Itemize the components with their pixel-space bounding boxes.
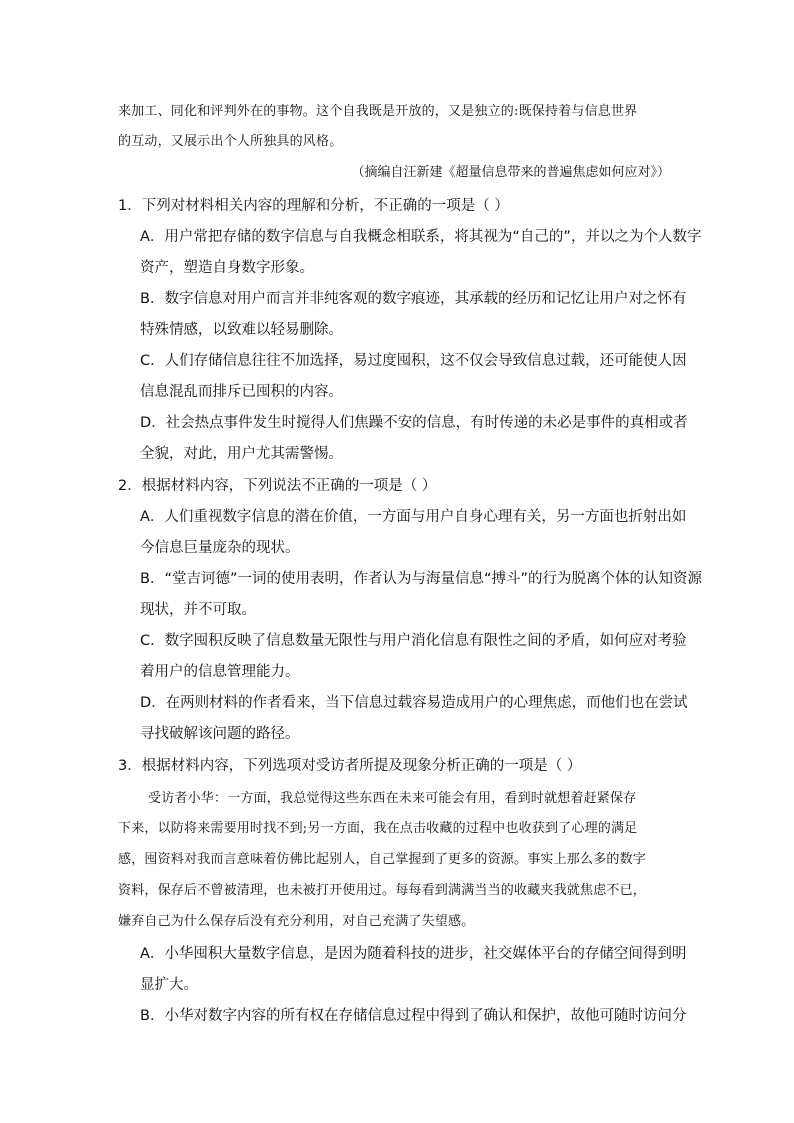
question-3-passage-line-3: 感，囤资料对我而言意味着仿佛比起别人，自己掌握到了更多的资源。事实上那么多的数字 xyxy=(118,852,647,867)
question-2-option-d-cont: 寻找破解该问题的路径。 xyxy=(140,726,300,742)
question-1-option-a-cont: 资产，塑造自身数字形象。 xyxy=(140,260,314,276)
material-line-1: 来加工、同化和评判外在的事物。这个自我既是开放的，又是独立的:既保持着与信息世界 xyxy=(118,104,638,119)
material-line-2: 的互动，又展示出个人所独具的风格。 xyxy=(118,134,343,149)
question-2-stem: 2．根据材料内容，下列说法不正确的一项是（ ） xyxy=(118,478,437,494)
question-1-option-d-cont: 全貌，对此，用户尤其需警惕。 xyxy=(140,446,343,462)
question-2-option-c: C．数字囤积反映了信息数量无限性与用户消化信息有限性之间的矛盾，如何应对考验 xyxy=(140,633,687,649)
question-1-option-b: B．数字信息对用户而言并非纯客观的数字痕迹，其承载的经历和记忆让用户对之怀有 xyxy=(140,291,687,307)
question-2-option-a-cont: 今信息巨量庞杂的现状。 xyxy=(140,540,300,556)
question-3-option-b: B．小华对数字内容的所有权在存储信息过程中得到了确认和保护，故他可随时访问分 xyxy=(140,1008,687,1024)
question-1-option-c: C．人们存储信息往往不加选择，易过度囤积，这不仅会导致信息过载，还可能使人因 xyxy=(140,353,687,369)
question-3-option-a-cont: 显扩大。 xyxy=(140,977,198,993)
question-1-stem: 1．下列对材料相关内容的理解和分析，不正确的一项是（ ） xyxy=(118,198,509,214)
question-3-stem: 3．根据材料内容，下列选项对受访者所提及现象分析正确的一项是（ ） xyxy=(118,758,582,774)
question-1-option-c-cont: 信息混乱而排斥已囤积的内容。 xyxy=(140,384,343,400)
question-2-option-d: D．在两则材料的作者看来，当下信息过载容易造成用户的心理焦虑，而他们也在尝试 xyxy=(140,695,688,711)
material-source: （摘编自汪新建《超量信息带来的普遍焦虑如何应对》） xyxy=(351,165,670,180)
question-3-passage-line-2: 下来，以防将来需要用时找不到;另一方面，我在点击收藏的过程中也收获到了心理的满足 xyxy=(118,821,638,836)
question-3-option-a: A．小华囤积大量数字信息，是因为随着科技的进步，社交媒体平台的存储空间得到明 xyxy=(140,946,687,962)
question-1-option-b-cont: 特殊情感，以致难以轻易删除。 xyxy=(140,322,343,338)
question-3-passage-line-5: 嫌弃自己为什么保存后没有充分利用，对自己充满了失望感。 xyxy=(118,914,475,929)
question-3-passage-line-1: 受访者小华：一方面，我总觉得这些东西在未来可能会有用，看到时就想着赶紧保存 xyxy=(148,791,637,806)
question-2-option-b-cont: 现状，并不可取。 xyxy=(140,602,256,618)
question-2-option-a: A．人们重视数字信息的潜在价值，一方面与用户自身心理有关，另一方面也折射出如 xyxy=(140,509,687,525)
question-1-option-a: A．用户常把存储的数字信息与自我概念相联系，将其视为“自己的”，并以之为个人数字 xyxy=(140,229,702,245)
question-2-option-b: B．“堂吉诃德”一词的使用表明，作者认为与海量信息“搏斗”的行为脱离个体的认知资源 xyxy=(140,571,702,587)
question-3-passage-line-4: 资料，保存后不曾被清理，也未被打开使用过。每每看到满满当当的收藏夹我就焦虑不已， xyxy=(118,883,647,898)
question-2-option-c-cont: 着用户的信息管理能力。 xyxy=(140,664,300,680)
question-1-option-d: D．社会热点事件发生时搅得人们焦躁不安的信息，有时传递的未必是事件的真相或者 xyxy=(140,415,688,431)
